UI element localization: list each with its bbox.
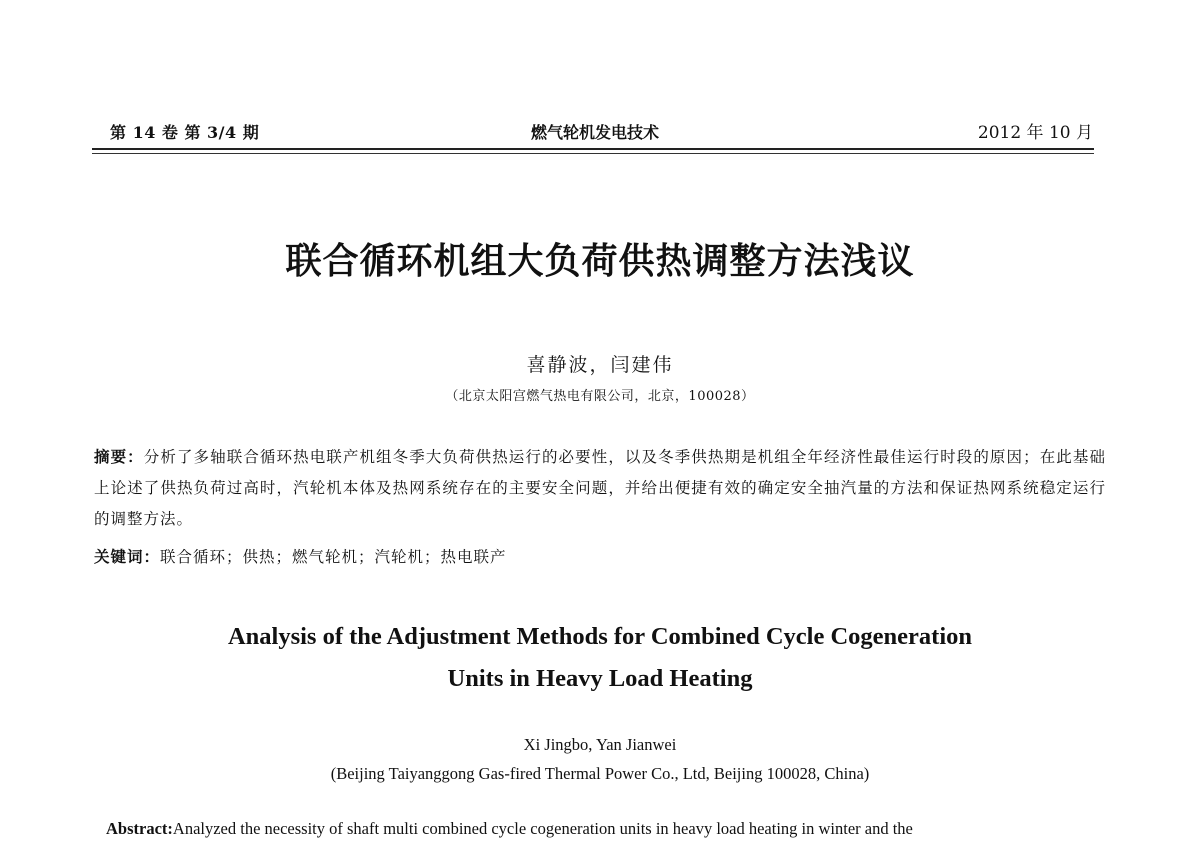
chinese-keywords-label: 关键词：: [94, 548, 161, 566]
running-header: [95, 116, 1095, 146]
english-abstract: [106, 815, 1108, 843]
english-title-line-1: Analysis of the Adjustment Methods for Combined Cycle Cogeneration: [227, 623, 973, 650]
english-affiliation: (Beijing Taiyanggong Gas-fired Thermal Power Co., Ltd, Beijing 100028, China): [330, 764, 870, 783]
chinese-keywords: [94, 545, 507, 567]
chinese-keywords-text: 联合循环；供热；燃气轮机；汽轮机；热电联产: [160, 548, 507, 566]
english-abstract-label: Abstract:: [106, 819, 173, 838]
chinese-abstract: [94, 442, 1106, 535]
volume-issue: 第 14 卷 第 3/4 期: [110, 123, 260, 142]
chinese-title: 联合循环机组大负荷供热调整方法浅议: [285, 241, 915, 282]
chinese-abstract-text: 分析了多轴联合循环热电联产机组冬季大负荷供热运行的必要性，以及冬季供热期是机组全年经济性最佳运行时段的原因；在此基础上论述了供热负荷过高时，汽轮机本体及热网系统存在的主要安全问题，并给出便捷有效的确定安全抽汽量的方法和保证热网系统稳定运行的调整方法。: [94, 448, 1106, 528]
english-title: [0, 616, 1200, 700]
english-title-line-2: Units in Heavy Load Heating: [447, 665, 753, 692]
english-abstract-text: Analyzed the necessity of shaft multi combined cycle cogeneration units in heavy load heating in winter and the: [172, 819, 913, 838]
english-authors: Xi Jingbo, Yan Jianwei: [523, 735, 677, 754]
header-rule-thick: [92, 148, 1094, 150]
chinese-affiliation: （北京太阳宫燃气热电有限公司，北京，100028）: [445, 389, 755, 404]
journal-name: 燃气轮机发电技术: [530, 123, 659, 142]
header-rule-thin: [92, 153, 1094, 154]
chinese-abstract-label: 摘要：: [94, 448, 144, 466]
chinese-authors: 喜静波，闫建伟: [526, 354, 674, 376]
issue-date: 2012 年 10 月: [977, 123, 1093, 143]
